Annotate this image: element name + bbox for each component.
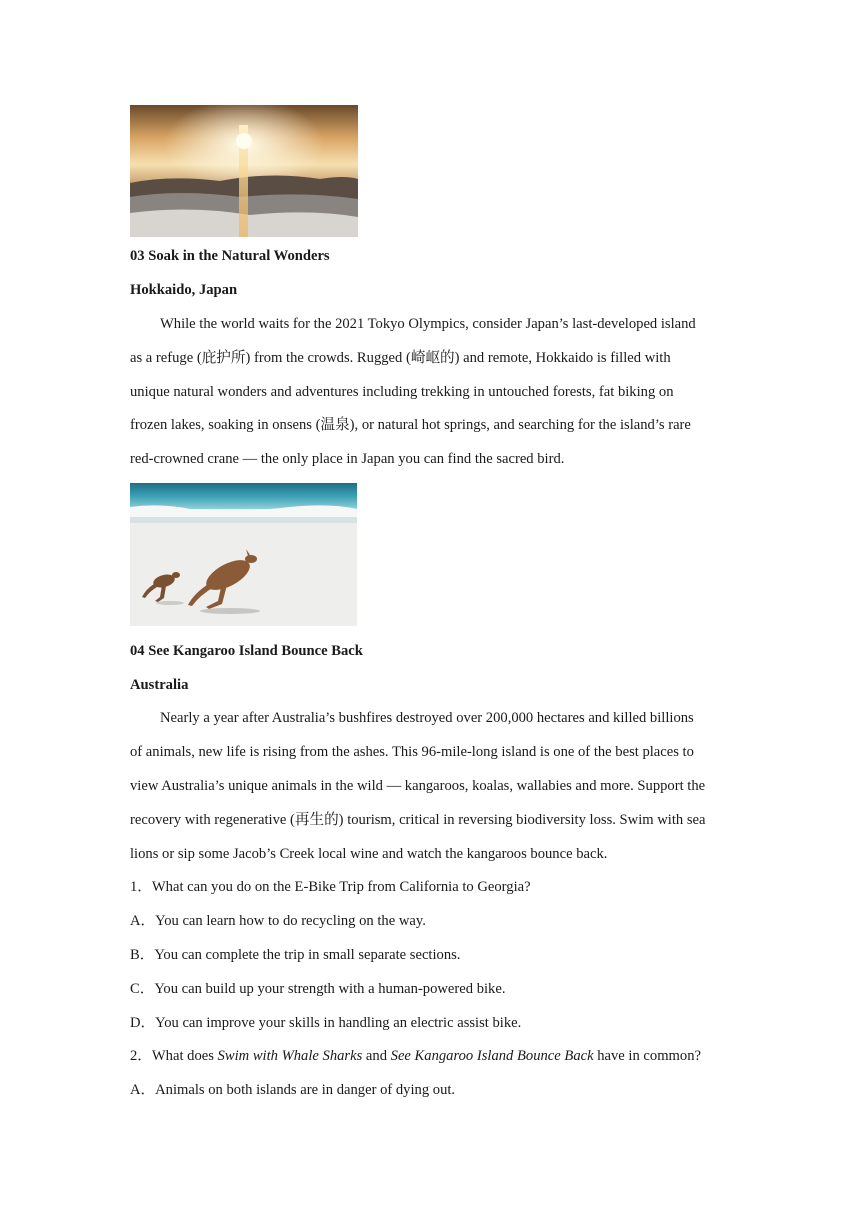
question-1-stem: 1．What can you do on the E-Bike Trip from California to Georgia? — [130, 879, 531, 895]
question-2-option-a: A．Animals on both islands are in danger of dying out. — [130, 1082, 456, 1098]
section4-location: Australia — [130, 677, 189, 693]
section4-heading: 04 See Kangaroo Island Bounce Back — [130, 643, 363, 659]
section4-paragraph-line: recovery with regenerative (再生的) tourism, critical in reversing biodiversity loss. Swim with sea — [130, 812, 706, 828]
kangaroo-beach-image — [130, 483, 357, 626]
question-1-option-c: C．You can build up your strength with a human-powered bike. — [130, 981, 506, 997]
question-2-stem-and: and — [362, 1048, 391, 1064]
question-1-option-d: D．You can improve your skills in handling an electric assist bike. — [130, 1015, 522, 1031]
question-1-option-a: A．You can learn how to do recycling on the way. — [130, 913, 426, 929]
hokkaido-sunset-photo — [130, 105, 358, 237]
question-2-stem-suffix: have in common? — [593, 1048, 701, 1064]
section3-paragraph-line: frozen lakes, soaking in onsens (温泉), or natural hot springs, and searching for the island’s rare — [130, 417, 691, 433]
section3-paragraph-line: While the world waits for the 2021 Tokyo Olympics, consider Japan’s last-developed island — [160, 316, 696, 332]
question-2-stem-prefix: 2．What does — [130, 1048, 218, 1064]
section4-paragraph-line: Nearly a year after Australia’s bushfires destroyed over 200,000 hectares and killed billions — [160, 710, 694, 726]
section3-paragraph-line: red-crowned crane — the only place in Japan you can find the sacred bird. — [130, 451, 565, 467]
section3-location: Hokkaido, Japan — [130, 282, 238, 298]
section4-paragraph-line: lions or sip some Jacob’s Creek local wine and watch the kangaroos bounce back. — [130, 846, 608, 862]
question-2-title-whale-sharks: Swim with Whale Sharks — [217, 1048, 363, 1064]
kangaroo-beach-photo — [130, 483, 357, 626]
question-2-stem — [130, 1047, 701, 1065]
hokkaido-sunset-image — [130, 105, 358, 237]
section4-paragraph-line: of animals, new life is rising from the ashes. This 96-mile-long island is one of the best places to — [130, 744, 694, 760]
section3-paragraph-line: as a refuge (庇护所) from the crowds. Rugged (崎岖的) and remote, Hokkaido is filled with — [130, 350, 671, 366]
section3-heading: 03 Soak in the Natural Wonders — [130, 248, 330, 264]
question-1-option-b: B．You can complete the trip in small separate sections. — [130, 947, 461, 963]
section3-paragraph-line: unique natural wonders and adventures including trekking in untouched forests, fat biking on — [130, 384, 674, 400]
question-2-title-kangaroo: See Kangaroo Island Bounce Back — [390, 1048, 594, 1064]
section4-paragraph-line: view Australia’s unique animals in the wild — kangaroos, koalas, wallabies and more. Support the — [130, 778, 706, 794]
